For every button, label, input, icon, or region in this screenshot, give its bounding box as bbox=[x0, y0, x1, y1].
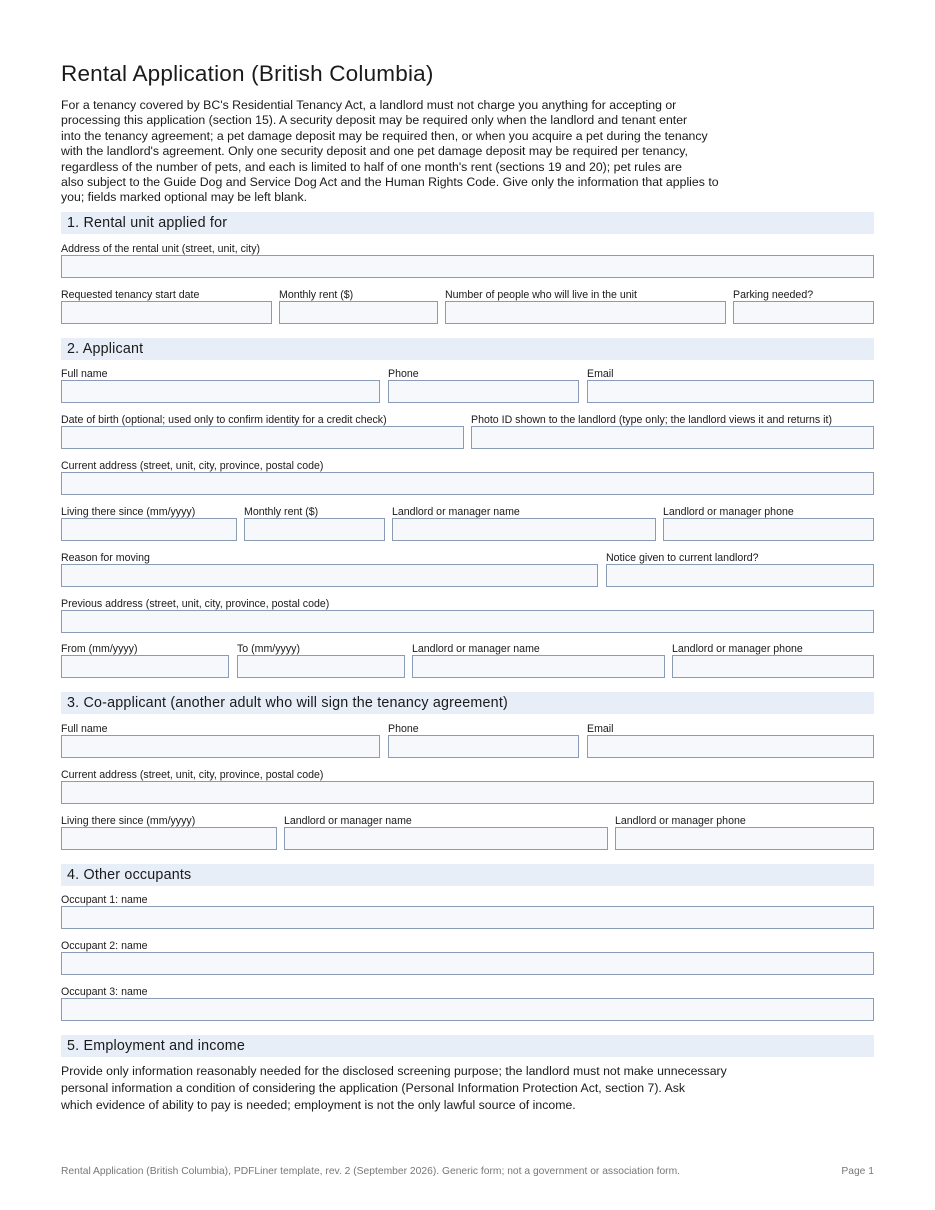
coapplicant-email-label: Email bbox=[587, 723, 614, 735]
coapplicant-living-since-label: Living there since (mm/yyyy) bbox=[61, 815, 196, 827]
page-title: Rental Application (British Columbia) bbox=[61, 61, 434, 86]
section-applicant-heading: 2. Applicant bbox=[61, 338, 874, 360]
coapplicant-address-label: Current address (street, unit, city, province, postal code) bbox=[61, 769, 324, 781]
rental-unit-address-field[interactable] bbox=[61, 255, 874, 278]
notice-given-field[interactable] bbox=[606, 564, 874, 587]
previous-to-field[interactable] bbox=[237, 655, 405, 678]
section-employment-heading: 5. Employment and income bbox=[61, 1035, 874, 1057]
applicant-current-address-field[interactable] bbox=[61, 472, 874, 495]
coapplicant-phone-label: Phone bbox=[388, 723, 419, 735]
intro-line: processing this application (section 15). A security deposit may be required only when the landlord and tenant enter bbox=[61, 113, 688, 128]
applicant-name-field[interactable] bbox=[61, 380, 380, 403]
section-occupants-heading: 4. Other occupants bbox=[61, 864, 874, 886]
coapplicant-address-field[interactable] bbox=[61, 781, 874, 804]
applicant-current-rent-field[interactable] bbox=[244, 518, 385, 541]
occupant-2-label: Occupant 2: name bbox=[61, 940, 148, 952]
applicant-living-since-label: Living there since (mm/yyyy) bbox=[61, 506, 196, 518]
section-rental-unit-heading: 1. Rental unit applied for bbox=[61, 212, 874, 234]
people-count-label: Number of people who will live in the unit bbox=[445, 289, 637, 301]
previous-landlord-phone-field[interactable] bbox=[672, 655, 874, 678]
employment-line: personal information a condition of considering the application (Personal Information Protection Act, section 7). Ask bbox=[61, 1080, 686, 1095]
occupant-2-field[interactable] bbox=[61, 952, 874, 975]
occupant-3-field[interactable] bbox=[61, 998, 874, 1021]
employment-line: Provide only information reasonably needed for the disclosed screening purpose; the landlord must not make unnecessary bbox=[61, 1064, 727, 1078]
coapplicant-landlord-name-label: Landlord or manager name bbox=[284, 815, 412, 827]
intro-line: also subject to the Guide Dog and Service Dog Act and the Human Rights Code. Give only the information that applies to bbox=[61, 175, 719, 190]
reason-for-moving-field[interactable] bbox=[61, 564, 598, 587]
coapplicant-email-field[interactable] bbox=[587, 735, 874, 758]
intro-line: For a tenancy covered by BC's Residential Tenancy Act, a landlord must not charge you anything for accepting or bbox=[61, 98, 677, 112]
coapplicant-phone-field[interactable] bbox=[388, 735, 579, 758]
unit-monthly-rent-field[interactable] bbox=[279, 301, 438, 324]
start-date-field[interactable] bbox=[61, 301, 272, 324]
applicant-dob-label: Date of birth (optional; used only to confirm identity for a credit check) bbox=[61, 414, 387, 426]
notice-given-label: Notice given to current landlord? bbox=[606, 552, 759, 564]
employment-paragraph bbox=[61, 1063, 874, 1113]
occupant-3-label: Occupant 3: name bbox=[61, 986, 148, 998]
parking-field[interactable] bbox=[733, 301, 874, 324]
applicant-current-address-label: Current address (street, unit, city, province, postal code) bbox=[61, 460, 324, 472]
employment-line: which evidence of ability to pay is needed; employment is not the only lawful source of income. bbox=[61, 1097, 576, 1112]
applicant-current-rent-label: Monthly rent ($) bbox=[244, 506, 319, 518]
form-body bbox=[61, 0, 874, 1210]
page-number: Page 1 bbox=[841, 1166, 874, 1177]
applicant-phone-label: Phone bbox=[388, 368, 419, 380]
previous-landlord-name-label: Landlord or manager name bbox=[412, 643, 540, 655]
occupant-1-label: Occupant 1: name bbox=[61, 894, 148, 906]
previous-from-label: From (mm/yyyy) bbox=[61, 643, 138, 655]
coapplicant-name-label: Full name bbox=[61, 723, 108, 735]
previous-address-label: Previous address (street, unit, city, province, postal code) bbox=[61, 598, 330, 610]
previous-to-label: To (mm/yyyy) bbox=[237, 643, 300, 655]
applicant-landlord-name-label: Landlord or manager name bbox=[392, 506, 520, 518]
coapplicant-name-field[interactable] bbox=[61, 735, 380, 758]
intro-line: regardless of the number of pets, and each is limited to half of one month's rent (sections 19 and 20); pet rules are bbox=[61, 159, 682, 174]
applicant-landlord-phone-field[interactable] bbox=[663, 518, 874, 541]
applicant-landlord-name-field[interactable] bbox=[392, 518, 656, 541]
previous-landlord-phone-label: Landlord or manager phone bbox=[672, 643, 803, 655]
coapplicant-landlord-name-field[interactable] bbox=[284, 827, 608, 850]
previous-landlord-name-field[interactable] bbox=[412, 655, 665, 678]
occupant-1-field[interactable] bbox=[61, 906, 874, 929]
unit-monthly-rent-label: Monthly rent ($) bbox=[279, 289, 354, 301]
coapplicant-landlord-phone-field[interactable] bbox=[615, 827, 874, 850]
photo-id-field[interactable] bbox=[471, 426, 874, 449]
applicant-landlord-phone-label: Landlord or manager phone bbox=[663, 506, 794, 518]
previous-address-field[interactable] bbox=[61, 610, 874, 633]
footer-text: Rental Application (British Columbia), PDFLiner template, rev. 2 (September 2026). Generic form; not a government or association form. bbox=[61, 1166, 681, 1177]
rental-unit-address-label: Address of the rental unit (street, unit, city) bbox=[61, 243, 261, 255]
intro-line: you; fields marked optional may be left blank. bbox=[61, 190, 308, 205]
coapplicant-living-since-field[interactable] bbox=[61, 827, 277, 850]
intro-line: with the landlord's agreement. Only one security deposit and one pet damage deposit may be required per tenancy, bbox=[61, 144, 688, 159]
applicant-phone-field[interactable] bbox=[388, 380, 579, 403]
applicant-dob-field[interactable] bbox=[61, 426, 464, 449]
reason-for-moving-label: Reason for moving bbox=[61, 552, 150, 564]
intro-line: into the tenancy agreement; a pet damage deposit may be required then, or when you acquire a pet during the tenancy bbox=[61, 128, 708, 143]
photo-id-label: Photo ID shown to the landlord (type only; the landlord views it and returns it) bbox=[471, 414, 832, 426]
people-count-field[interactable] bbox=[445, 301, 726, 324]
section-coapplicant-heading: 3. Co-applicant (another adult who will sign the tenancy agreement) bbox=[61, 692, 874, 714]
start-date-label: Requested tenancy start date bbox=[61, 289, 200, 301]
applicant-email-field[interactable] bbox=[587, 380, 874, 403]
coapplicant-landlord-phone-label: Landlord or manager phone bbox=[615, 815, 746, 827]
applicant-email-label: Email bbox=[587, 368, 614, 380]
applicant-living-since-field[interactable] bbox=[61, 518, 237, 541]
parking-label: Parking needed? bbox=[733, 289, 814, 301]
previous-from-field[interactable] bbox=[61, 655, 229, 678]
applicant-name-label: Full name bbox=[61, 368, 108, 380]
